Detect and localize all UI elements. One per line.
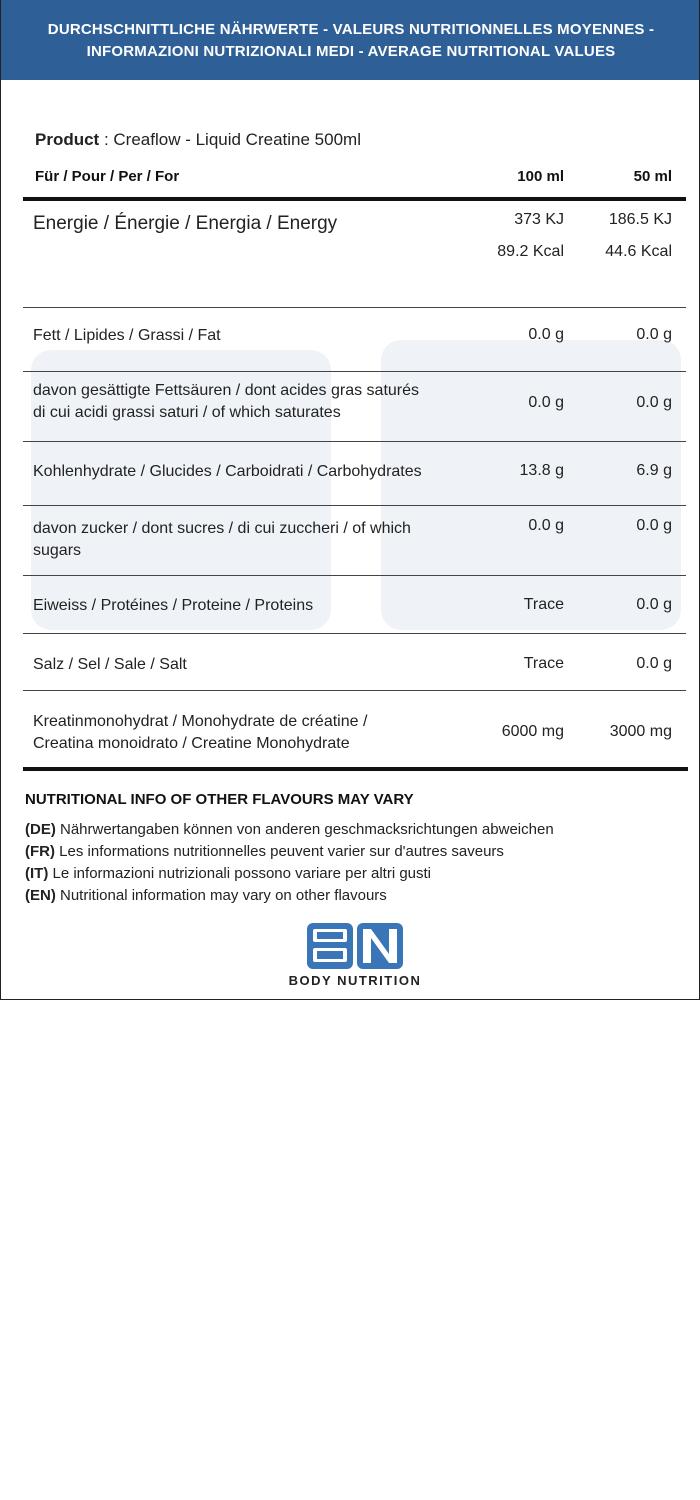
note-text-it: Le informazioni nutrizionali possono variare per altri gusti (48, 865, 432, 882)
note-tag-it: (IT) (25, 865, 49, 882)
row-energy-kcal-50: 44.6 Kcal (605, 243, 672, 260)
column-header-50ml: 50 ml (633, 168, 672, 185)
note-line-en (25, 885, 554, 907)
row-divider (23, 505, 686, 506)
row-carbs-100: 13.8 g (519, 462, 564, 479)
header-banner (1, 0, 700, 80)
note-tag-de: (DE) (25, 821, 56, 838)
row-carbs-label: Kohlenhydrate / Glucides / Carboidrati / Carbohydrates (33, 463, 422, 480)
column-header-label: Für / Pour / Per / For (35, 168, 180, 185)
row-fat-label: Fett / Lipides / Grassi / Fat (33, 327, 221, 344)
brand-name: BODY NUTRITION (288, 973, 422, 988)
row-divider (23, 690, 686, 691)
table-top-rule (23, 197, 686, 201)
row-salt-100: Trace (523, 655, 564, 672)
row-saturates-label-1: davon gesättigte Fettsäuren / dont acides gras saturés (33, 382, 420, 399)
row-sugars-label-1: davon zucker / dont sucres / di cui zuccheri / of which (33, 520, 411, 537)
note-text-de: Nährwertangaben können von anderen geschmacksrichtungen abweichen (55, 821, 554, 838)
row-protein-label: Eiweiss / Protéines / Proteine / Proteins (33, 597, 314, 614)
note-line-fr (25, 841, 554, 863)
row-saturates-50: 0.0 g (636, 394, 672, 411)
row-carbs-50: 6.9 g (636, 462, 672, 479)
notes-title: NUTRITIONAL INFO OF OTHER FLAVOURS MAY VARY (25, 791, 414, 808)
note-line-it (25, 863, 554, 885)
row-salt-50: 0.0 g (636, 655, 672, 672)
header-line-1: DURCHSCHNITTLICHE NÄHRWERTE - VALEURS NUTRITIONNELLES MOYENNES - (47, 21, 655, 38)
row-creatine-100: 6000 mg (501, 723, 564, 740)
row-energy-kcal-100: 89.2 Kcal (497, 243, 564, 260)
note-line-de (25, 819, 554, 841)
row-energy-kj-100: 373 KJ (514, 211, 564, 228)
row-energy-kj-50: 186.5 KJ (608, 211, 672, 228)
row-sugars-50: 0.0 g (636, 517, 672, 534)
row-divider (23, 633, 686, 634)
row-divider (23, 371, 686, 372)
row-sugars-100: 0.0 g (528, 517, 564, 534)
row-divider (23, 307, 686, 308)
row-salt-label: Salz / Sel / Sale / Salt (33, 656, 187, 673)
row-sugars-label-2: sugars (33, 542, 82, 559)
note-tag-en: (EN) (25, 887, 56, 904)
row-divider (23, 575, 686, 576)
bn-logo-icon (255, 922, 455, 972)
row-energy-label: Energie / Énergie / Energia / Energy (33, 213, 338, 234)
row-protein-100: Trace (523, 596, 564, 613)
row-creatine-label-2: Creatina monoidrato / Creatine Monohydrate (33, 735, 350, 752)
row-fat-50: 0.0 g (636, 326, 672, 343)
row-protein-50: 0.0 g (636, 596, 672, 613)
note-text-fr: Les informations nutritionnelles peuvent varier sur d'autres saveurs (55, 843, 504, 860)
row-saturates-100: 0.0 g (528, 394, 564, 411)
row-creatine-label-1: Kreatinmonohydrat / Monohydrate de créatine / (33, 713, 368, 730)
product-line (35, 130, 361, 150)
note-text-en: Nutritional information may vary on other flavours (55, 887, 387, 904)
table-bottom-rule (23, 767, 688, 771)
note-tag-fr: (FR) (25, 843, 55, 860)
product-label: Product (35, 130, 100, 149)
header-line-2: INFORMAZIONI NUTRIZIONALI MEDI - AVERAGE NUTRITIONAL VALUES (86, 43, 616, 60)
row-saturates-label-2: di cui acidi grassi saturi / of which saturates (33, 404, 341, 421)
row-creatine-50: 3000 mg (609, 723, 672, 740)
row-divider (23, 441, 686, 442)
row-fat-100: 0.0 g (528, 326, 564, 343)
notes-block (25, 819, 554, 907)
column-header-100ml: 100 ml (517, 168, 564, 185)
product-name: : Creaflow - Liquid Creatine 500ml (99, 130, 361, 149)
